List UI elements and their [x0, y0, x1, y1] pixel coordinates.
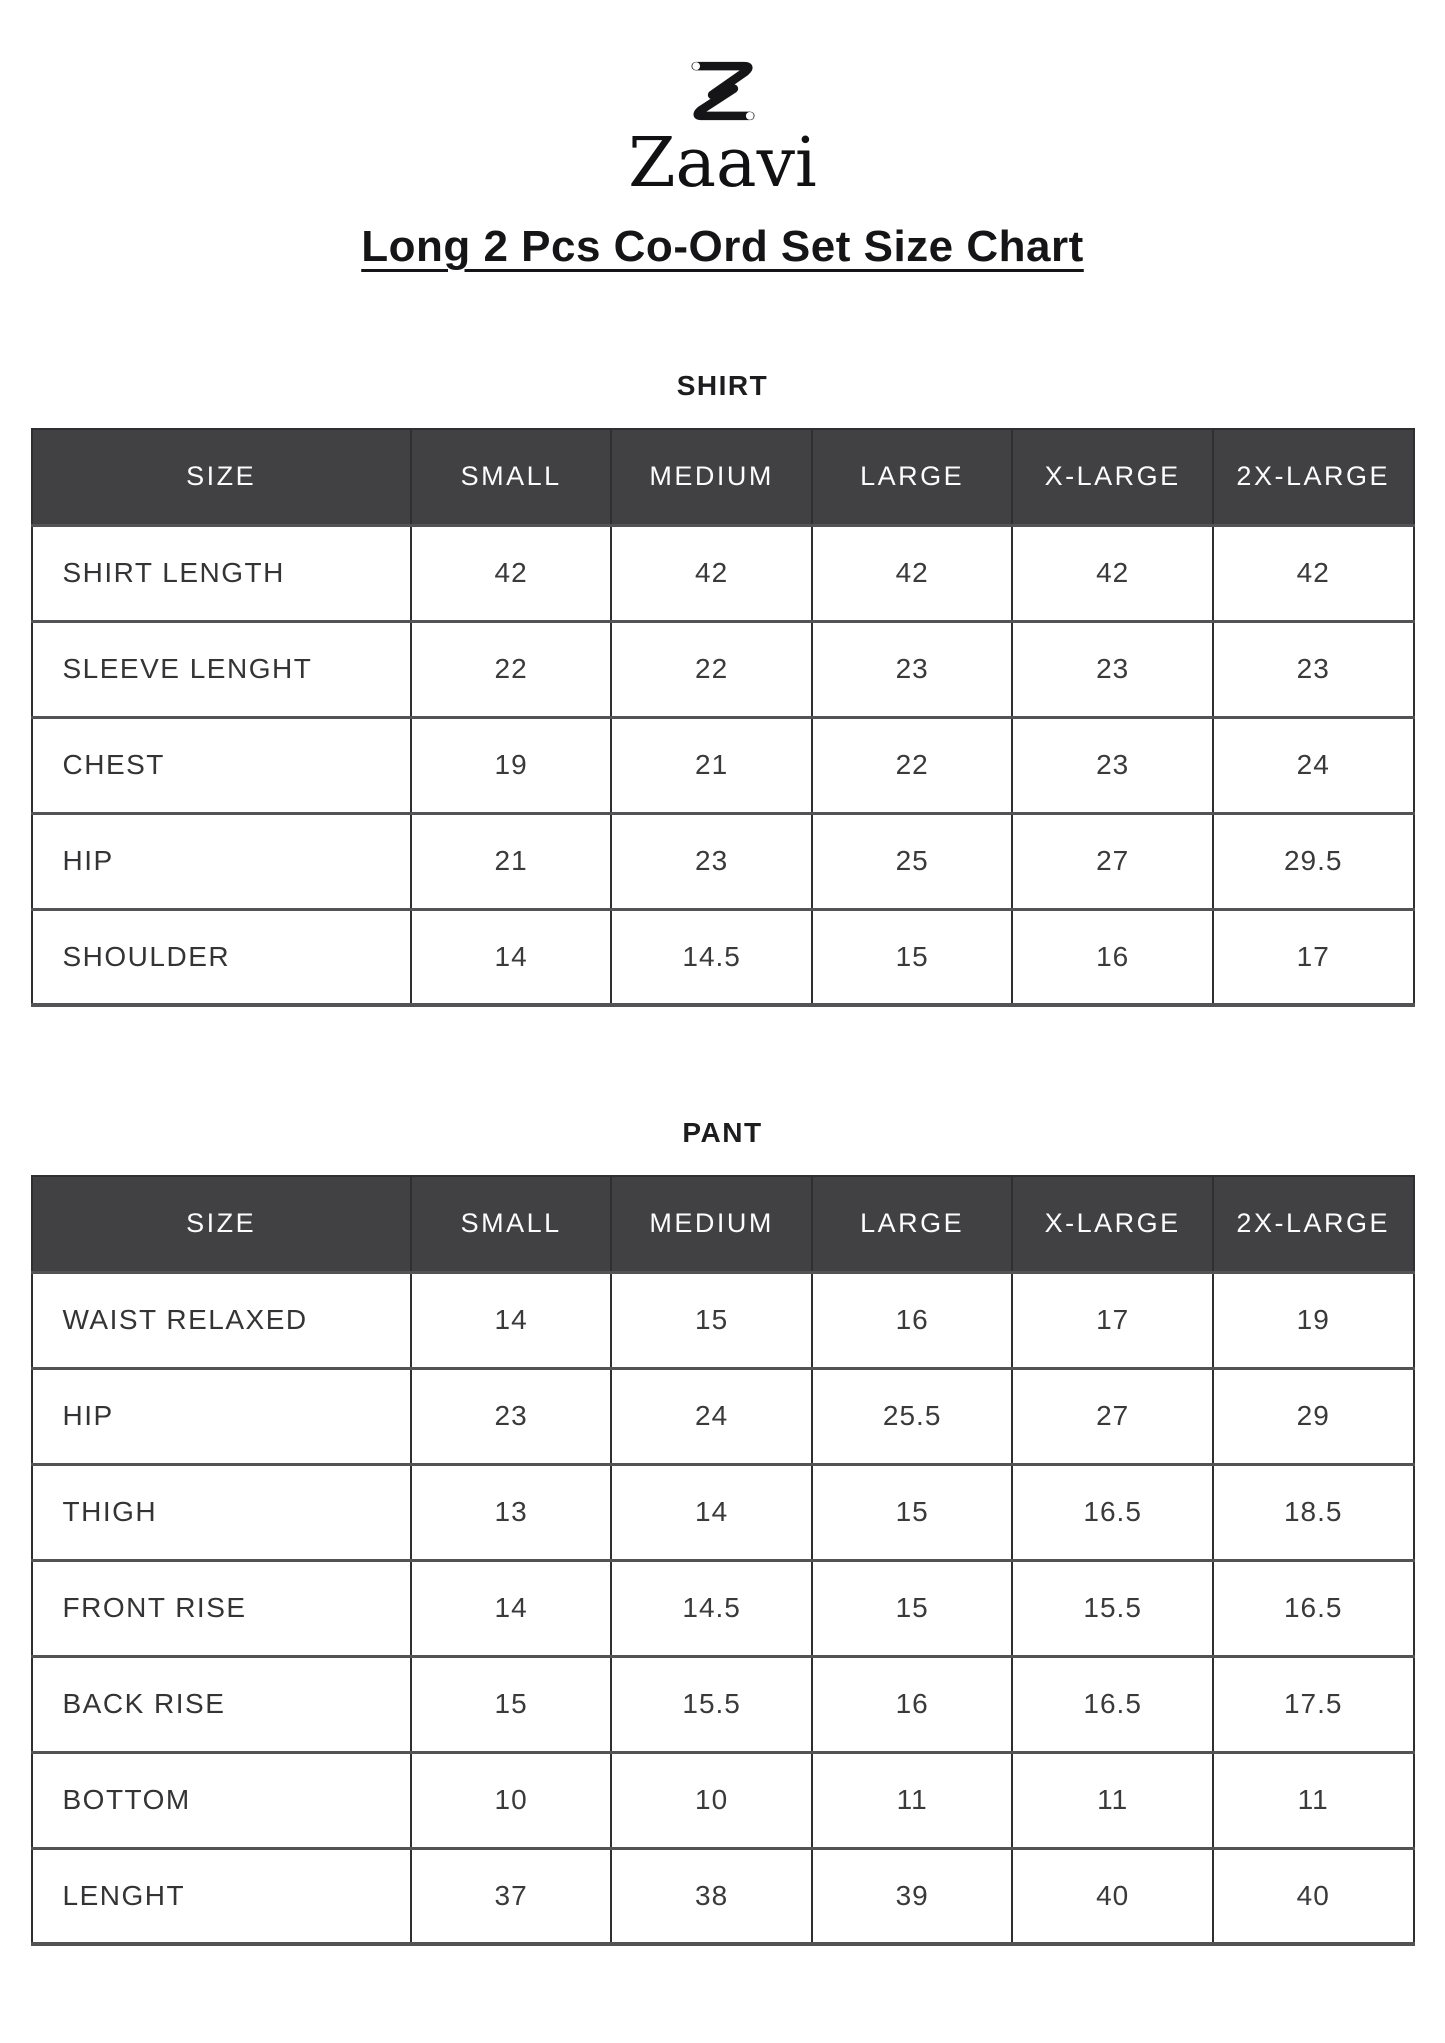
size-value: 24 [611, 1368, 812, 1464]
size-value: 11 [1213, 1752, 1414, 1848]
size-value: 40 [1213, 1848, 1414, 1944]
size-value: 15.5 [611, 1656, 812, 1752]
table-row [32, 1368, 1414, 1464]
size-value: 14.5 [611, 909, 812, 1005]
row-label: HIP [32, 813, 411, 909]
table-row [32, 717, 1414, 813]
column-header-medium: MEDIUM [611, 429, 812, 525]
column-header-size: SIZE [32, 1176, 411, 1272]
table-header-row [32, 429, 1414, 525]
size-value: 29.5 [1213, 813, 1414, 909]
size-value: 14.5 [611, 1560, 812, 1656]
size-value: 39 [812, 1848, 1013, 1944]
size-value: 11 [1012, 1752, 1213, 1848]
size-chart-section [0, 370, 1445, 1007]
column-header-small: SMALL [411, 429, 612, 525]
table-row [32, 1656, 1414, 1752]
size-value: 21 [611, 717, 812, 813]
size-value: 29 [1213, 1368, 1414, 1464]
size-value: 17.5 [1213, 1656, 1414, 1752]
size-value: 42 [812, 525, 1013, 621]
row-label: SLEEVE LENGHT [32, 621, 411, 717]
size-value: 16.5 [1012, 1464, 1213, 1560]
size-value: 42 [1012, 525, 1213, 621]
size-value: 42 [411, 525, 612, 621]
size-value: 22 [411, 621, 612, 717]
size-value: 15 [812, 1464, 1013, 1560]
section-title: SHIRT [676, 370, 769, 401]
size-value: 11 [812, 1752, 1013, 1848]
size-value: 15 [812, 1560, 1013, 1656]
size-value: 14 [411, 1560, 612, 1656]
size-value: 23 [1012, 621, 1213, 717]
size-value: 16 [812, 1272, 1013, 1368]
size-value: 42 [611, 525, 812, 621]
size-value: 10 [411, 1752, 612, 1848]
column-header-x-large: X-LARGE [1012, 429, 1213, 525]
row-label: BOTTOM [32, 1752, 411, 1848]
size-value: 23 [812, 621, 1013, 717]
row-label: WAIST RELAXED [32, 1272, 411, 1368]
size-value: 27 [1012, 813, 1213, 909]
zaavi-logo-icon [682, 56, 764, 126]
column-header-small: SMALL [411, 1176, 612, 1272]
size-value: 15 [812, 909, 1013, 1005]
table-row [32, 909, 1414, 1005]
column-header-size: SIZE [32, 429, 411, 525]
size-value: 17 [1012, 1272, 1213, 1368]
size-value: 16.5 [1012, 1656, 1213, 1752]
size-chart-section [0, 1117, 1445, 1946]
size-value: 19 [1213, 1272, 1414, 1368]
size-value: 10 [611, 1752, 812, 1848]
section-title: PANT [682, 1117, 763, 1148]
column-header-x-large: X-LARGE [1012, 1176, 1213, 1272]
size-value: 25 [812, 813, 1013, 909]
size-value: 21 [411, 813, 612, 909]
size-value: 42 [1213, 525, 1414, 621]
row-label: CHEST [32, 717, 411, 813]
table-row [32, 1848, 1414, 1944]
brand-wordmark: Zaavi [628, 124, 817, 203]
size-value: 22 [812, 717, 1013, 813]
size-table [31, 428, 1415, 1007]
table-row [32, 1560, 1414, 1656]
table-row [32, 1272, 1414, 1368]
table-row [32, 1752, 1414, 1848]
size-value: 27 [1012, 1368, 1213, 1464]
size-value: 23 [611, 813, 812, 909]
size-value: 22 [611, 621, 812, 717]
size-value: 16 [1012, 909, 1213, 1005]
column-header-2x-large: 2X-LARGE [1213, 1176, 1414, 1272]
size-value: 18.5 [1213, 1464, 1414, 1560]
size-value: 17 [1213, 909, 1414, 1005]
size-table [31, 1175, 1415, 1946]
row-label: FRONT RISE [32, 1560, 411, 1656]
size-value: 23 [1213, 621, 1414, 717]
table-row [32, 1464, 1414, 1560]
size-value: 16.5 [1213, 1560, 1414, 1656]
row-label: SHOULDER [32, 909, 411, 1005]
row-label: HIP [32, 1368, 411, 1464]
size-value: 15.5 [1012, 1560, 1213, 1656]
brand-header [0, 0, 1445, 203]
size-value: 40 [1012, 1848, 1213, 1944]
size-value: 13 [411, 1464, 612, 1560]
size-value: 23 [1012, 717, 1213, 813]
size-value: 14 [411, 909, 612, 1005]
table-row [32, 621, 1414, 717]
row-label: BACK RISE [32, 1656, 411, 1752]
logo-top-dot [692, 62, 700, 70]
column-header-medium: MEDIUM [611, 1176, 812, 1272]
row-label: THIGH [32, 1464, 411, 1560]
column-header-large: LARGE [812, 1176, 1013, 1272]
size-value: 15 [611, 1272, 812, 1368]
page-title: Long 2 Pcs Co-Ord Set Size Chart [361, 222, 1084, 271]
size-value: 15 [411, 1656, 612, 1752]
size-value: 23 [411, 1368, 612, 1464]
size-value: 16 [812, 1656, 1013, 1752]
table-header-row [32, 1176, 1414, 1272]
size-value: 19 [411, 717, 612, 813]
size-value: 24 [1213, 717, 1414, 813]
size-value: 14 [611, 1464, 812, 1560]
table-row [32, 813, 1414, 909]
size-value: 37 [411, 1848, 612, 1944]
row-label: LENGHT [32, 1848, 411, 1944]
size-value: 25.5 [812, 1368, 1013, 1464]
row-label: SHIRT LENGTH [32, 525, 411, 621]
size-value: 38 [611, 1848, 812, 1944]
column-header-2x-large: 2X-LARGE [1213, 429, 1414, 525]
table-row [32, 525, 1414, 621]
column-header-large: LARGE [812, 429, 1013, 525]
size-value: 14 [411, 1272, 612, 1368]
logo-bottom-dot [745, 112, 753, 120]
size-charts-container [0, 370, 1445, 1946]
